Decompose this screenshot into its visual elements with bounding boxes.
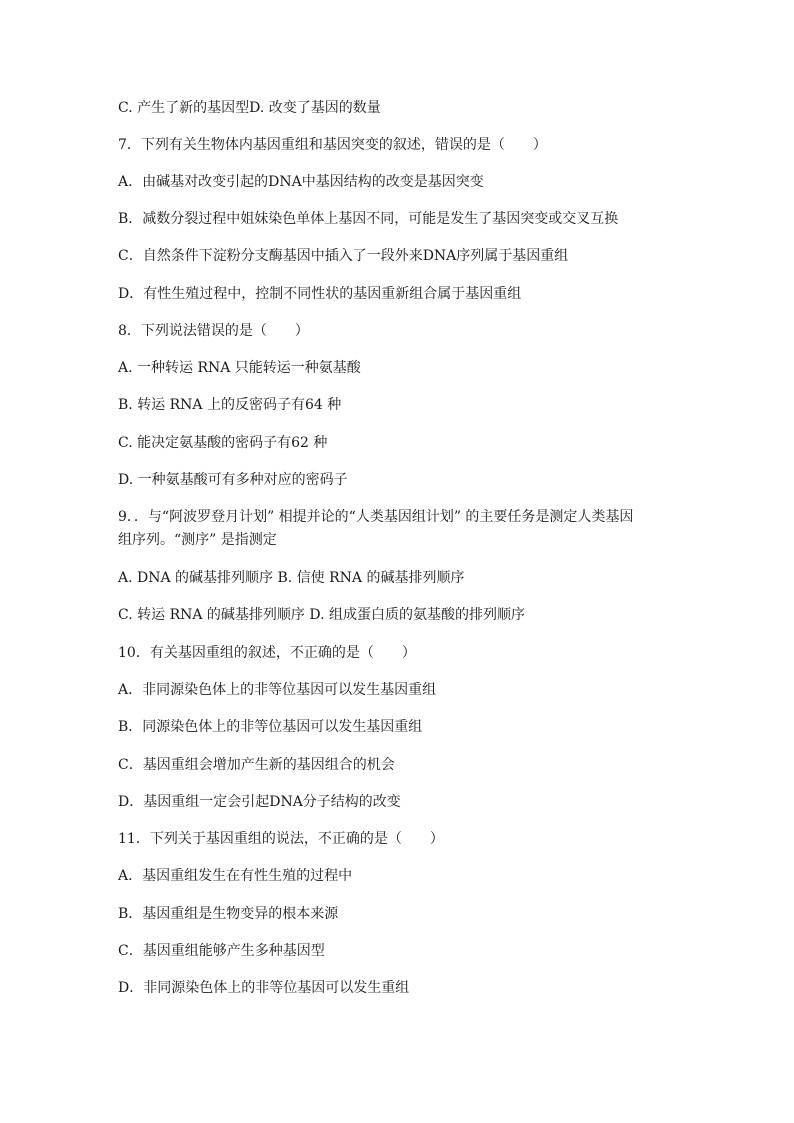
option-6c-6d: C. 产生了新的基因型D. 改变了基因的数量: [118, 100, 381, 116]
question-10-stem: 10．有关基因重组的叙述，不正确的是（ ）: [118, 645, 416, 661]
question-10-option-c: C．基因重组会增加产生新的基因组合的机会: [118, 757, 395, 773]
question-7-option-d: D．有性生殖过程中，控制不同性状的基因重新组合属于基因重组: [118, 286, 522, 302]
question-8-option-b: B. 转运 RNA 上的反密码子有64 种: [118, 397, 342, 413]
question-7-option-a: A．由碱基对改变引起的DNA中基因结构的改变是基因突变: [118, 174, 484, 190]
question-9-option-a-b: A. DNA 的碱基排列顺序 B. 信使 RNA 的碱基排列顺序: [118, 570, 465, 586]
question-9-stem-line2: 组序列。“测序” 是指测定: [118, 532, 277, 548]
question-10-option-d: D．基因重组一定会引起DNA分子结构的改变: [118, 794, 401, 810]
question-9-option-c-d: C. 转运 RNA 的碱基排列顺序 D. 组成蛋白质的氨基酸的排列顺序: [118, 607, 525, 623]
question-7-option-b: B．减数分裂过程中姐妹染色单体上基因不同，可能是发生了基因突变或交叉互换: [118, 211, 619, 227]
question-11-stem: 11．下列关于基因重组的说法，不正确的是（ ）: [118, 831, 444, 847]
question-8-stem: 8．下列说法错误的是（ ）: [118, 323, 309, 339]
question-7-option-c: C．自然条件下淀粉分支酶基因中插入了一段外来DNA序列属于基因重组: [118, 248, 569, 264]
question-8-option-c: C. 能决定氨基酸的密码子有62 种: [118, 435, 328, 451]
question-7-stem: 7．下列有关生物体内基因重组和基因突变的叙述，错误的是（ ）: [118, 137, 547, 153]
question-10-option-b: B．同源染色体上的非等位基因可以发生基因重组: [118, 719, 423, 735]
question-11-option-c: C．基因重组能够产生多种基因型: [118, 943, 325, 959]
question-8-option-a: A. 一种转运 RNA 只能转运一种氨基酸: [118, 360, 361, 376]
question-9-stem-line1: 9．．与“阿波罗登月计划” 相提并论的“人类基因组计划” 的主要任务是测定人类基因: [118, 509, 634, 525]
question-11-option-d: D．非同源染色体上的非等位基因可以发生重组: [118, 980, 410, 996]
question-11-option-b: B．基因重组是生物变异的根本来源: [118, 906, 339, 922]
question-10-option-a: A．非同源染色体上的非等位基因可以发生基因重组: [118, 682, 437, 698]
question-8-option-d: D. 一种氨基酸可有多种对应的密码子: [118, 472, 348, 488]
question-11-option-a: A．基因重组发生在有性生殖的过程中: [118, 868, 353, 884]
